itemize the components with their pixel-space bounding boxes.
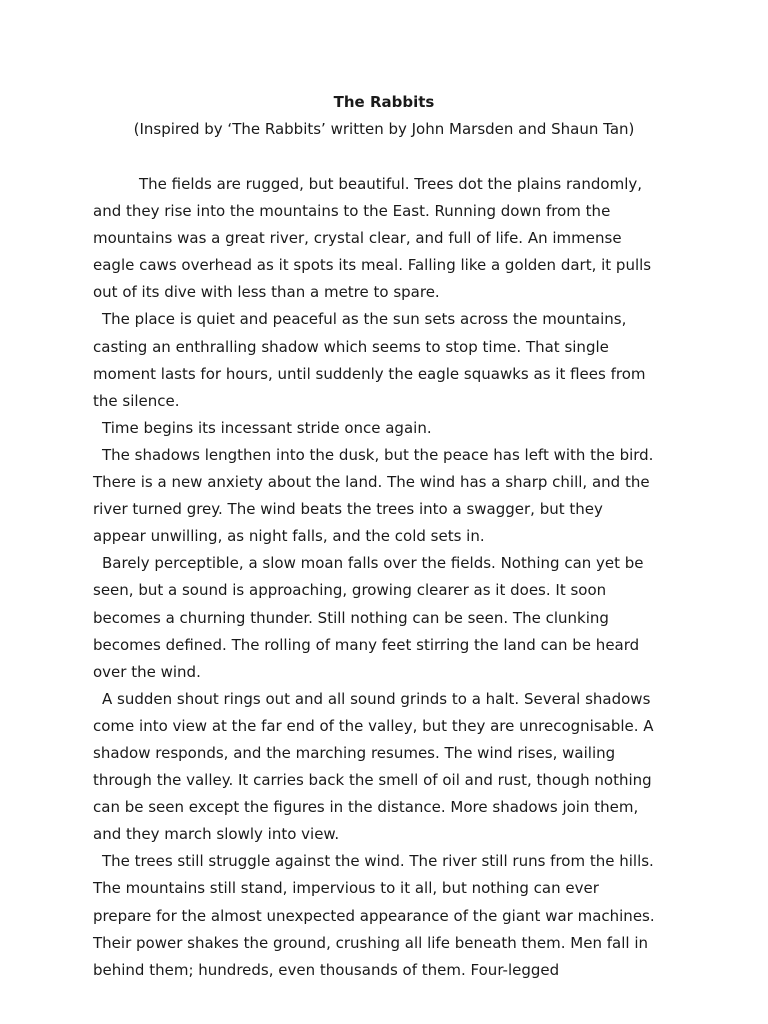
text-line: The mountains still stand, impervious to it all, but nothing can ever (93, 879, 599, 898)
text-line: Barely perceptible, a slow moan falls over the fields. Nothing can yet be (102, 554, 644, 573)
text-line: prepare for the almost unexpected appearance of the giant war machines. (93, 906, 655, 925)
text-line: The fields are rugged, but beautiful. Trees dot the plains randomly, (139, 175, 643, 193)
document-title: The Rabbits (333, 93, 435, 111)
text-line: Time begins its incessant stride once again. (102, 418, 432, 437)
text-line: the silence. (93, 391, 180, 410)
text-line: Their power shakes the ground, crushing all life beneath them. Men fall in (93, 933, 649, 952)
text-line: casting an enthralling shadow which seems to stop time. That single (93, 337, 609, 356)
text-line: river turned grey. The wind beats the trees into a swagger, but they (93, 500, 603, 519)
text-line: There is a new anxiety about the land. The wind has a sharp chill, and the (93, 473, 650, 492)
text-line: come into view at the far end of the valley, but they are unrecognisable. A (93, 716, 654, 735)
text-line: behind them; hundreds, even thousands of them. Four-legged (93, 960, 560, 979)
text-line: can be seen except the figures in the distance. More shadows join them, (93, 798, 639, 817)
text-line: The shadows lengthen into the dusk, but the peace has left with the bird. (102, 445, 654, 464)
text-line: A sudden shout rings out and all sound grinds to a halt. Several shadows (102, 689, 651, 708)
text-line: seen, but a sound is approaching, growing clearer as it does. It soon (93, 581, 607, 600)
text-line: through the valley. It carries back the smell of oil and rust, though nothing (93, 771, 652, 790)
text-line: becomes defined. The rolling of many feet stirring the land can be heard (93, 635, 640, 654)
text-line: and they march slowly into view. (93, 825, 340, 844)
text-line: The trees still struggle against the wind. The river still runs from the hills. (102, 852, 654, 871)
text-line: shadow responds, and the marching resumes. The wind rises, wailing (93, 743, 616, 762)
text-line: mountains was a great river, crystal clear, and full of life. An immense (93, 229, 622, 248)
text-line: moment lasts for hours, until suddenly the eagle squawks as it flees from (93, 364, 646, 383)
text-line: over the wind. (93, 662, 201, 681)
text-line: becomes a churning thunder. Still nothing can be seen. The clunking (93, 608, 609, 627)
text-line: eagle caws overhead as it spots its meal. Falling like a golden dart, it pulls (93, 256, 652, 275)
text-line: appear unwilling, as night falls, and the cold sets in. (93, 527, 485, 546)
text-line: out of its dive with less than a metre to spare. (93, 283, 440, 302)
document-body (93, 171, 733, 984)
document-subtitle: (Inspired by ‘The Rabbits’ written by John Marsden and Shaun Tan) (133, 120, 635, 138)
text-line: The place is quiet and peaceful as the sun sets across the mountains, (102, 310, 627, 329)
text-line: and they rise into the mountains to the East. Running down from the (93, 202, 611, 221)
